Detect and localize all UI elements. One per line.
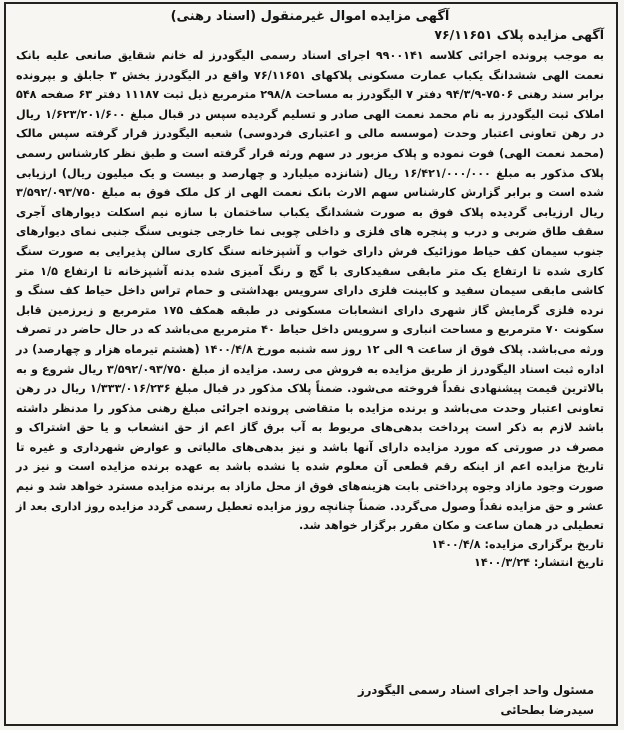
signer-role: مسئول واحد اجرای اسناد رسمی الیگودرز xyxy=(358,683,594,697)
notice-title: آگهی مزایده اموال غیرمنقول (اسناد رهنی) xyxy=(170,9,450,24)
notice-content xyxy=(16,8,604,572)
notice-body: به موجب پرونده اجرائی کلاسه ۹۹۰۰۱۴۱ اجرای اسناد رسمی الیگودرز له خانم شقایق صانعی علیه بانک نعمت الهی ششدانگ یکباب عمارت مسکونی پلاکهای ۷۶/۱۱۶۵۱ واقع در الیگودرز بخش ۳ جابلق و بپرونده برابر سند رهنی ۷۵۰۶-۹۴/۳/۹ دفتر ۷ الیگودرز به مساحت ۲۹۸/۸ مترمربع ذیل ثبت ۱۱۱۸۷ دفتر ۶۳ صفحه ۵۴۸ املاک ثبت الیگودرز به نام محمد نعمت الهی صادر و تسلیم گردیده سپس در قبال مبلغ ۱/۶۲۳/۲۰۱/۶۰۰ ریال در رهن تعاونی اعتبار وحدت (موسسه مالی و اعتباری فردوسی) شعبه الیگودرز قرار گرفته سپس مالک (محمد نعمت الهی) فوت نموده و پلاک مزبور در سهم ورثه قرار گرفته است و طبق نظر کارشناس رسمی پلاک مذکور به مبلغ ۱۶/۴۲۱/۰۰۰/۰۰۰ ریال (شانزده میلیارد و چهارصد و بیست و یک میلیون ریال) ارزیابی شده است و برابر گزارش کارشناس سهم الارث بانک نعمت الهی از کل ملک فوق به مبلغ ۳/۵۹۲/۰۹۳/۷۵۰ ریال ارزیابی گردیده پلاک فوق به صورت ششدانگ یکباب ساختمان با سازه نیم اسکلت دیوارهای آجری سقف طاق ضربی و درب و پنجره های فلزی و داخلی چوبی نما خارجی جنوبی سنگ جنبی نمای دیوارهای جنوب سیمان کف حیاط موزائیک فرش دارای خواب و آشپزخانه سنگ کاری سالن پذیرایی به صورت سنگ کاری شده تا ارتفاع یک متر مابقی سفیدکاری با گچ و رنگ آمیزی شده بدنه آشپزخانه تا ارتفاع ۱/۵ متر کاشی مابقی سیمان سفید و کابینت فلزی دارای سرویس بهداشتی و حمام تراس داخل حیاط کف سنگ و نرده فلزی گرمایش گاز شهری دارای انشعابات مسکونی در طبقه همکف ۱۷۵ مترمربع و زیرزمین قابل سکونت ۷۰ مترمربع و مساحت انباری و سرویس داخل حیاط ۴۰ مترمربع می‌باشد که در حال حاضر در تصرف ورثه می‌باشد. پلاک فوق از ساعت ۹ الی ۱۲ روز سه شنبه مورخ ۱۴۰۰/۴/۸ (هشتم تیرماه هزار و چهارصد) در اداره ثبت اسناد الیگودرز از طریق مزایده به فروش می رسد. مزایده از مبلغ ۳/۵۹۲/۰۹۳/۷۵۰ ریال شروع و به بالاترین قیمت پیشنهادی نقداً فروخته می‌شود. ضمناً پلاک مذکور در قبال مبلغ ۱/۳۳۳/۰۱۶/۲۳۶ ریال در رهن تعاونی اعتبار وحدت می‌باشد و برنده مزایده با متقاضی پرونده اجرائی مبلغ رهنی مذکور را مدنظر داشته باشد لازم به ذکر است پرداخت بدهی‌های مربوط به آب برق گاز اعم از حق انشعاب و یا حق اشتراک و مصرف در صورتی که مورد مزایده دارای آنها باشد و نیز بدهی‌های مالیاتی و عوارض شهرداری و غیره تا تاریخ مزایده اعم از اینکه رقم قطعی آن معلوم شده یا نشده باشد به عهده برنده مزایده است و نیز در صورت وجود مازاد وجوه پرداختی بابت هزینه‌های فوق از محل مازاد به برنده مزایده مسترد خواهد شد و نیم عشر و حق مزایده نقداً وصول می‌گردد. ضمناً چنانچه روز مزایده تعطیل رسمی گردد مزایده روز اداری بعد از تعطیلی در همان ساعت و مکان مقرر برگزار خواهد شد. xyxy=(16,49,605,533)
plate-heading: آگهی مزایده پلاک ۷۶/۱۱۶۵۱ xyxy=(434,27,604,42)
signer-name: سیدرضا بطحائی xyxy=(500,703,594,717)
notice-frame xyxy=(4,2,618,726)
auction-date: تاریخ برگزاری مزایده: ۱۴۰۰/۴/۸ xyxy=(431,537,604,551)
signature-block xyxy=(358,680,594,720)
publish-date: تاریخ انتشار: ۱۴۰۰/۳/۲۴ xyxy=(474,555,604,569)
